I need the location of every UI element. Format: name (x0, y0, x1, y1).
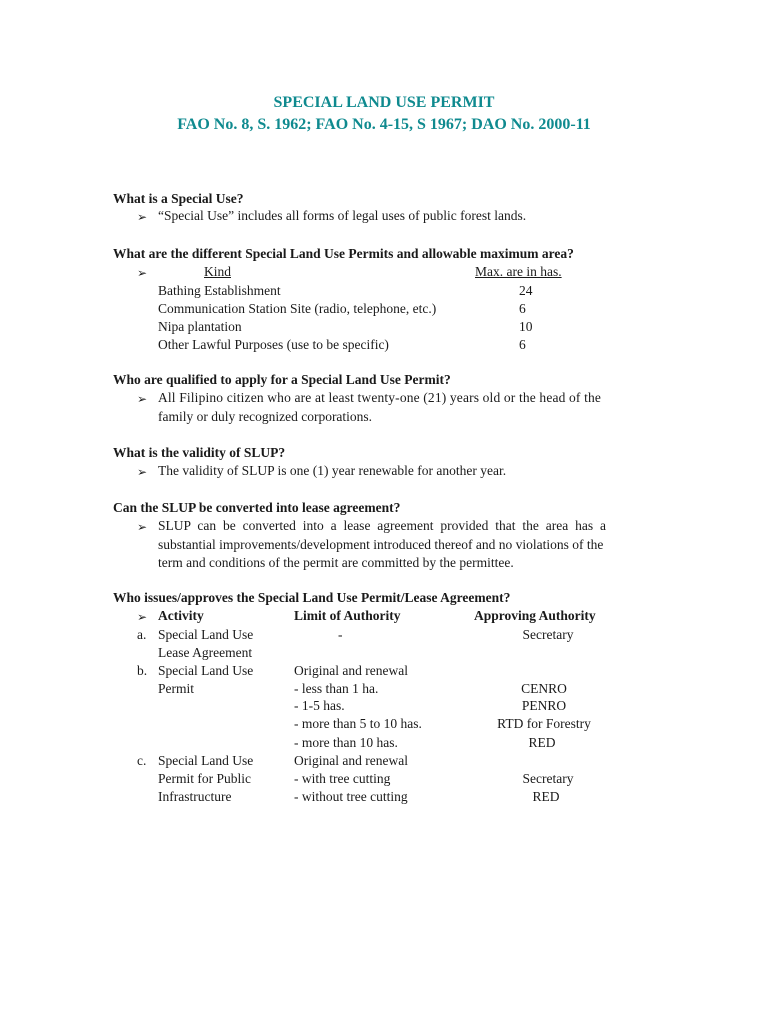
permit-max-area: 6 (519, 337, 526, 352)
arrow-bullet-icon: ➢ (137, 465, 148, 479)
document-title: SPECIAL LAND USE PERMIT (273, 94, 495, 111)
permit-kind: Other Lawful Purposes (use to be specific) (158, 337, 389, 352)
arrow-bullet-icon: ➢ (137, 266, 148, 280)
activity-label: Special Land Use (158, 753, 254, 768)
question-conversion: Can the SLUP be converted into lease agreement? (113, 500, 401, 515)
approving-authority: RTD for Forestry (497, 716, 591, 731)
answer-qualified-line: family or duly recognized corporations. (158, 409, 373, 424)
approving-column-header: Approving Authority (474, 608, 596, 623)
max-area-column-header: Max. are in has. (475, 264, 562, 279)
answer-conversion-line: SLUP can be converted into a lease agreement provided that the area has a (158, 518, 606, 533)
arrow-bullet-icon: ➢ (137, 610, 148, 624)
activity-label: Special Land Use (158, 663, 254, 678)
limit-of-authority: - more than 5 to 10 has. (294, 716, 422, 731)
approving-authority: Secretary (522, 771, 574, 786)
answer-validity: The validity of SLUP is one (1) year renewable for another year. (158, 463, 507, 478)
row-marker-c: c. (137, 753, 147, 768)
document-subtitle: FAO No. 8, S. 1962; FAO No. 4-15, S 1967; DAO No. 2000-11 (177, 116, 591, 133)
activity-label: Infrastructure (158, 789, 232, 804)
answer-special-use: “Special Use” includes all forms of legal uses of public forest lands. (158, 208, 527, 223)
approving-authority: Secretary (522, 627, 574, 642)
approving-authority: RED (528, 735, 556, 750)
limit-of-authority: - with tree cutting (294, 771, 391, 786)
question-validity: What is the validity of SLUP? (113, 445, 286, 460)
permit-max-area: 6 (519, 301, 526, 316)
approving-authority: PENRO (521, 698, 567, 713)
limit-of-authority: - (338, 627, 343, 642)
activity-label: Permit (158, 681, 194, 696)
limit-heading: Original and renewal (294, 663, 408, 678)
question-permit-types: What are the different Special Land Use Permits and allowable maximum area? (113, 246, 574, 261)
question-special-use: What is a Special Use? (113, 191, 244, 206)
activity-label: Permit for Public (158, 771, 251, 786)
activity-column-header: Activity (158, 608, 204, 623)
limit-of-authority: - more than 10 has. (294, 735, 398, 750)
row-marker-a: a. (137, 627, 147, 642)
activity-label: Special Land Use (158, 627, 254, 642)
permit-kind: Communication Station Site (radio, telephone, etc.) (158, 301, 437, 316)
question-qualified: Who are qualified to apply for a Special Land Use Permit? (113, 372, 451, 387)
approving-authority: RED (532, 789, 560, 804)
row-marker-b: b. (137, 663, 148, 678)
question-approving-authority: Who issues/approves the Special Land Use Permit/Lease Agreement? (113, 590, 511, 605)
permit-kind: Nipa plantation (158, 319, 242, 334)
arrow-bullet-icon: ➢ (137, 520, 148, 534)
activity-label: Lease Agreement (158, 645, 253, 660)
permit-max-area: 24 (519, 283, 533, 298)
kind-column-header: Kind (204, 264, 231, 279)
permit-kind: Bathing Establishment (158, 283, 281, 298)
approving-authority: CENRO (521, 681, 567, 696)
limit-of-authority: - 1-5 has. (294, 698, 345, 713)
answer-conversion-line: substantial improvements/development introduced thereof and no violations of the (158, 537, 604, 552)
arrow-bullet-icon: ➢ (137, 210, 148, 224)
limit-column-header: Limit of Authority (294, 608, 401, 623)
limit-heading: Original and renewal (294, 753, 408, 768)
arrow-bullet-icon: ➢ (137, 392, 148, 406)
answer-conversion-line: term and conditions of the permit are committed by the permittee. (158, 555, 514, 570)
permit-max-area: 10 (519, 319, 533, 334)
limit-of-authority: - without tree cutting (294, 789, 408, 804)
answer-qualified-line: All Filipino citizen who are at least twenty-one (21) years old or the head of the (158, 390, 602, 405)
limit-of-authority: - less than 1 ha. (294, 681, 379, 696)
